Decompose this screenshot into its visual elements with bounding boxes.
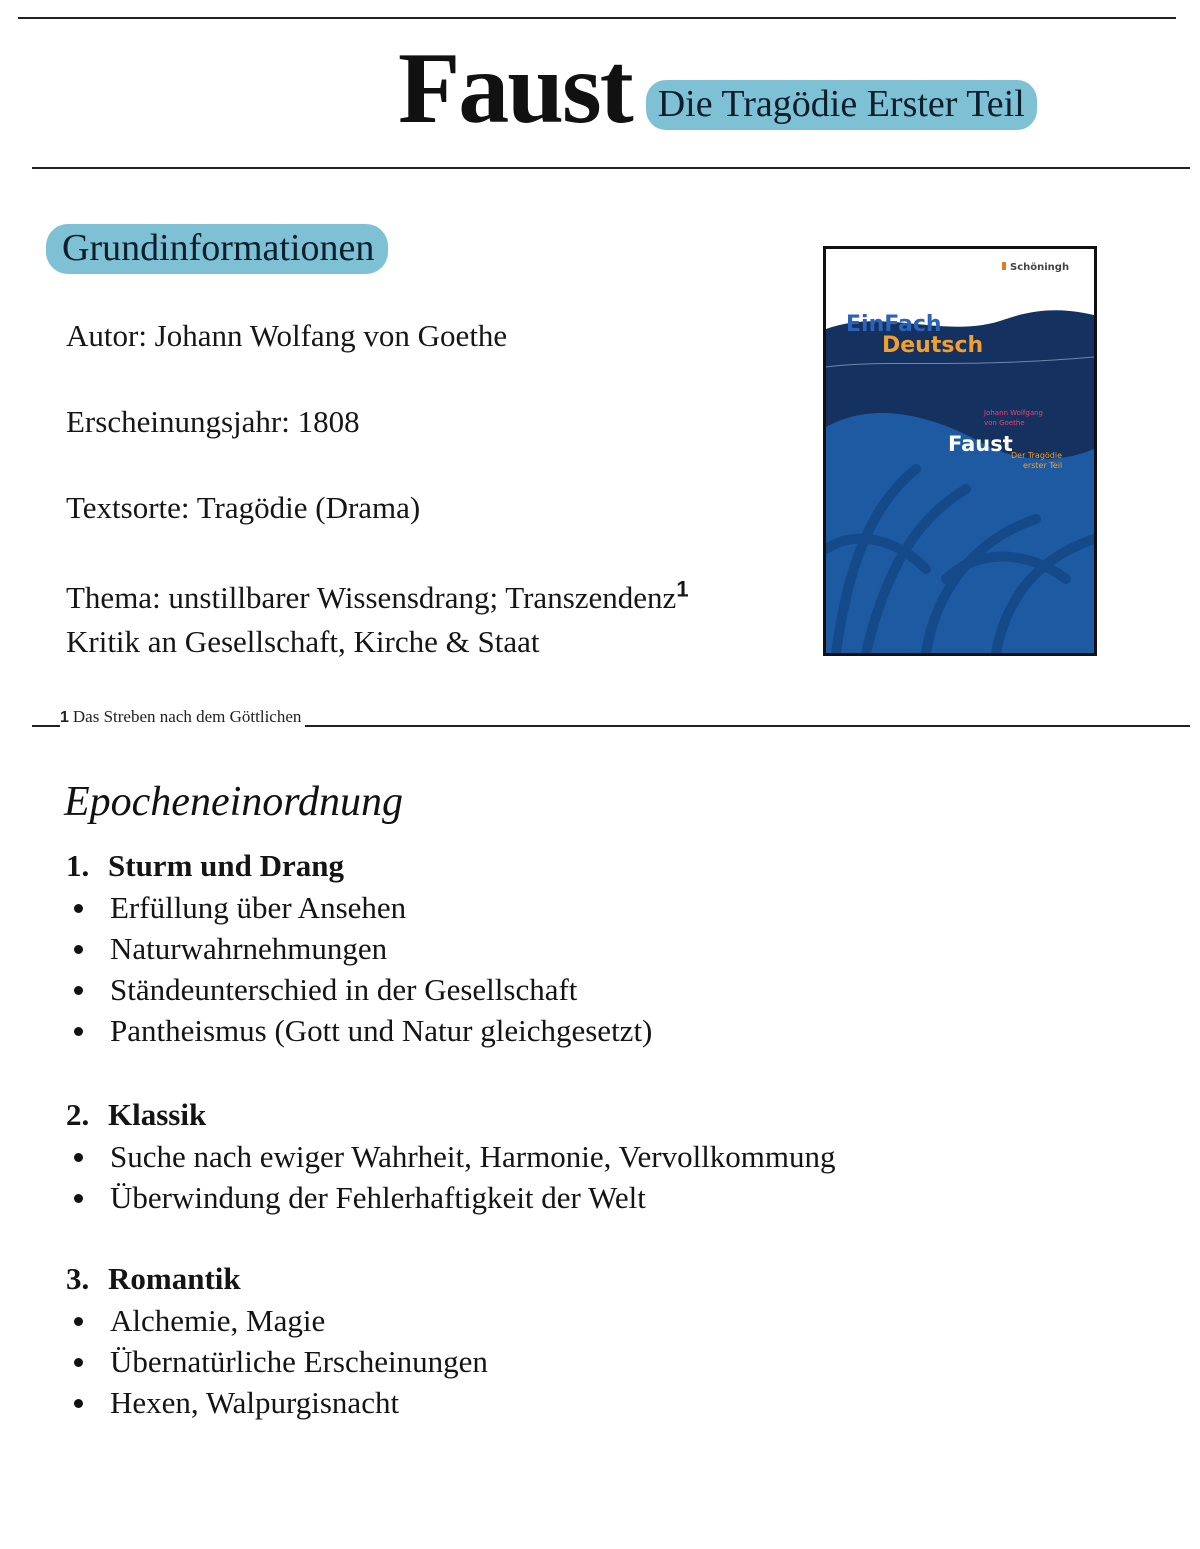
footnote-text: Das Streben nach dem Göttlichen — [72, 707, 302, 726]
list-item: Ständeunterschied in der Gesellschaft — [66, 969, 652, 1010]
cover-series-line1: EinFach — [846, 312, 942, 337]
cover-series-line2: Deutsch — [882, 333, 984, 358]
info-theme — [66, 576, 786, 664]
list-item: Naturwahrnehmungen — [66, 928, 652, 969]
list-item: Pantheismus (Gott und Natur gleichgesetzt) — [66, 1010, 652, 1051]
epoch-number: 2. — [66, 1097, 90, 1132]
list-item: Hexen, Walpurgisnacht — [66, 1382, 488, 1423]
epoch-title — [66, 845, 652, 887]
top-divider — [18, 17, 1176, 19]
list-item: Suche nach ewiger Wahrheit, Harmonie, Vervollkommung — [66, 1136, 836, 1177]
epoch-name: Sturm und Drang — [108, 848, 344, 883]
header-divider — [32, 167, 1190, 169]
page-header — [398, 32, 1037, 145]
epoch-name: Klassik — [108, 1097, 207, 1132]
info-year: Erscheinungsjahr: 1808 — [66, 404, 360, 439]
epoch-section — [66, 845, 652, 1051]
book-cover-image — [823, 246, 1097, 656]
footnote-mark: 1 — [60, 709, 69, 726]
epochs-heading: Epocheneinordnung — [64, 779, 404, 825]
book-cover-art — [826, 249, 1094, 653]
info-author: Autor: Johann Wolfang von Goethe — [66, 318, 508, 353]
basic-info-heading: Grundinformationen — [46, 224, 388, 274]
footnote — [60, 707, 305, 727]
epoch-number: 1. — [66, 848, 90, 883]
epoch-number: 3. — [66, 1261, 90, 1296]
info-theme-line1: Thema: unstillbarer Wissensdrang; Transzendenz — [66, 580, 677, 615]
epoch-section — [66, 1094, 836, 1218]
epoch-points — [66, 1136, 836, 1218]
cover-author-line2: von Goethe — [984, 419, 1025, 427]
cover-publisher: Schöningh — [1010, 262, 1070, 273]
cover-title: Faust — [948, 432, 1013, 456]
info-theme-line2: Kritik an Gesellschaft, Kirche & Staat — [66, 624, 540, 659]
epoch-section — [66, 1258, 488, 1423]
cover-subtitle-line2: erster Teil — [1023, 461, 1063, 470]
footnote-reference: 1 — [676, 576, 689, 602]
cover-subtitle-line1: Der Tragödie — [1011, 451, 1063, 460]
list-item: Übernatürliche Erscheinungen — [66, 1341, 488, 1382]
list-item: Alchemie, Magie — [66, 1300, 488, 1341]
cover-author-line1: Johann Wolfgang — [984, 409, 1043, 417]
epoch-points — [66, 887, 652, 1051]
page-subtitle: Die Tragödie Erster Teil — [646, 80, 1037, 130]
epoch-points — [66, 1300, 488, 1423]
epoch-title — [66, 1258, 488, 1300]
list-item: Erfüllung über Ansehen — [66, 887, 652, 928]
page-title: Faust — [398, 32, 632, 145]
info-genre: Textsorte: Tragödie (Drama) — [66, 490, 421, 525]
list-item: Überwindung der Fehlerhaftigkeit der Welt — [66, 1177, 836, 1218]
epoch-name: Romantik — [108, 1261, 241, 1296]
epoch-title — [66, 1094, 836, 1136]
